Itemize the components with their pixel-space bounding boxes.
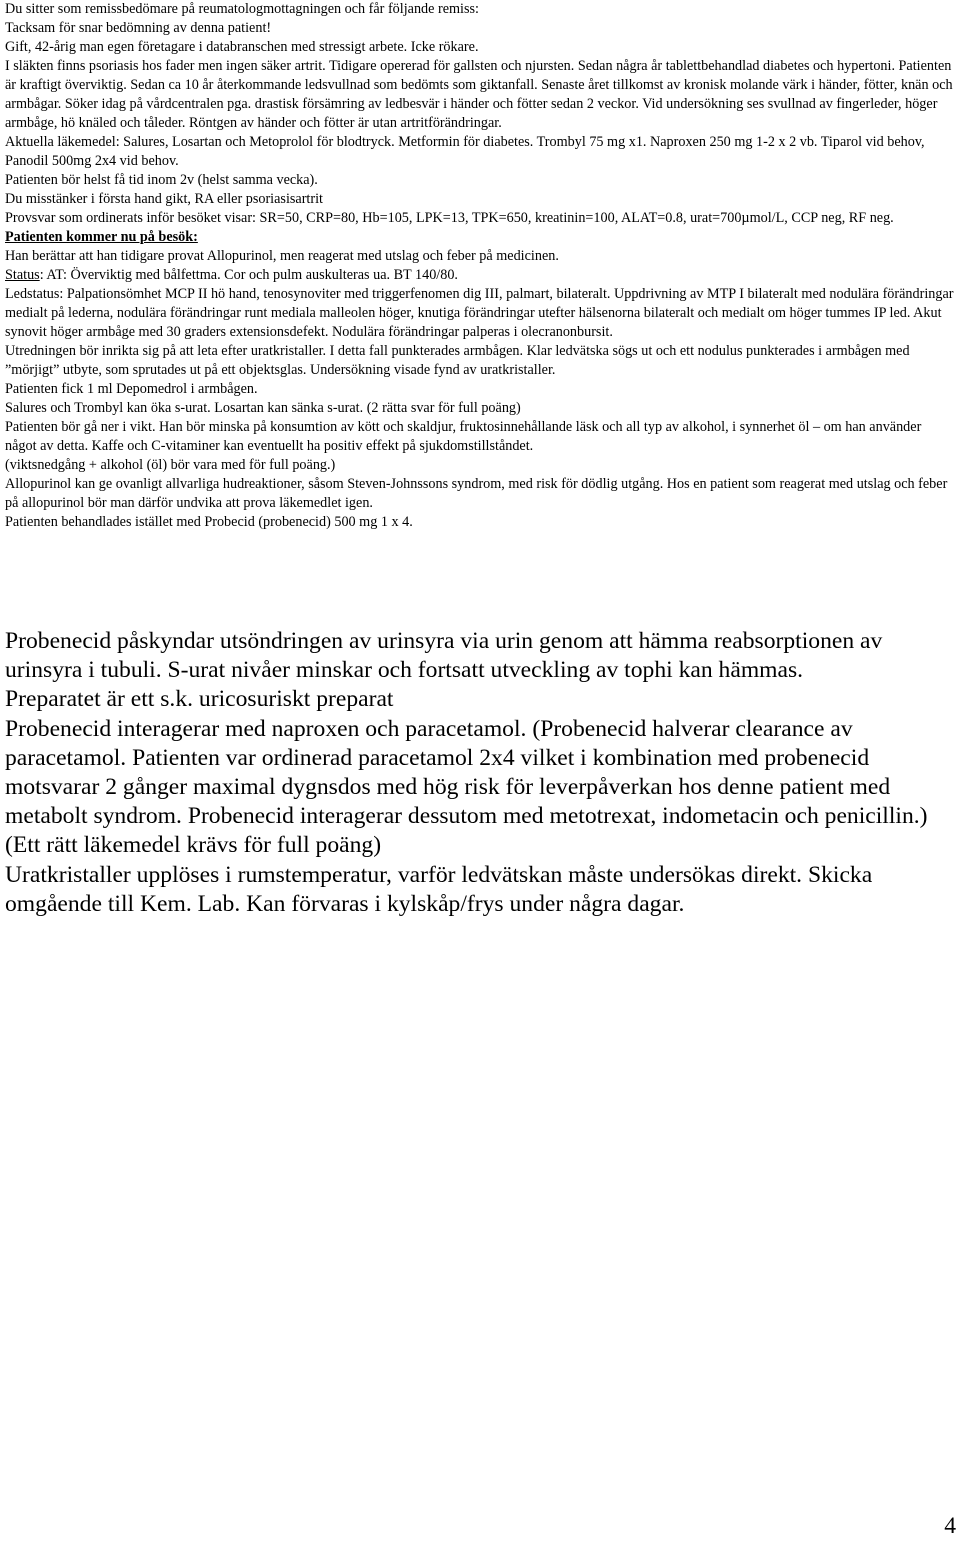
besok-utredning: Utredningen bör inrikta sig på att leta efter uratkristaller. I detta fall punkterades armbågen. Klar ledvätska sögs ut och ett nodulus punkterades i armbågen med ”mörjigt” utbyte, som sprutades ut på ett objektsglas. Undersökning visade fynd av uratkristaller. — [5, 343, 910, 378]
remiss-medical-history: I släkten finns psoriasis hos fader men ingen säker artrit. Tidigare opererad för gallsten och njursten. Sedan några år tablettbehandlad diabetes och hypertoni. Patienten är kraftigt överviktig. Sedan ca 10 år återkommande ledsvullnad som bedömts som giktanfall. Senaste året tillkomst av kronisk molande värk i händer, fötter, knän och armbågar. Söker idag på vårdcentralen pga. drastisk försämring av ledbesvär i händer och fötter sedan 2 veckor. Vid undersökning ses svullnad av fingerleder, höger armbåge, hö knäled och tåleder. Röntgen av händer och fötter är utan artritförändringar. — [5, 58, 953, 131]
remiss-urgency: Patienten bör helst få tid inom 2v (helst samma vecka). — [5, 172, 318, 188]
answer-crystals: Uratkristaller upplöses i rumstemperatur, varför ledvätskan måste undersökas direkt. Skicka omgående till Kem. Lab. Kan förvaras i kylskåp/frys under några dagar. — [5, 861, 873, 917]
answer-mechanism: Probenecid påskyndar utsöndringen av urinsyra via urin genom att hämma reabsorptionen av urinsyra i tubuli. S-urat nivåer minskar och fortsatt utveckling av tophi kan hämmas. — [5, 628, 883, 684]
besok-heading: Patienten kommer nu på besök: — [5, 229, 198, 245]
remiss-request: Tacksam för snar bedömning av denna patient! — [5, 20, 272, 36]
status-text: : AT: Överviktig med bålfettma. Cor och pulm auskulteras ua. BT 140/80. — [39, 267, 458, 283]
besok-poang-note: (viktsnedgång + alkohol (öl) bör vara med för full poäng.) — [5, 457, 336, 473]
besok-livsstil: Patienten bör gå ner i vikt. Han bör minska på konsumtion av kött och skaldjur, fruktosinnehållande läsk och all typ av alkohol, i synnerhet öl – om han använder något av detta. Kaffe och C-vitaminer kan eventuellt ha positiv effekt på sjukdomstillståndet. — [5, 419, 922, 454]
besok-s-urat: Salures och Trombyl kan öka s-urat. Losartan kan sänka s-urat. (2 rätta svar för full poäng) — [5, 400, 521, 416]
besok-behandling: Patienten behandlades istället med Probecid (probenecid) 500 mg 1 x 4. — [5, 514, 413, 530]
page-number: 4 — [944, 1513, 956, 1539]
remiss-section — [5, 0, 955, 532]
document-page — [5, 0, 955, 917]
besok-ledstatus: Ledstatus: Palpationsömhet MCP II hö hand, tenosynoviter med triggerfenomen dig III, palmart, bilateralt. Uppdrivning av MTP I bilateralt med nodulära förändringar medialt på lederna, nodulära förändringar runt mediala malleolen höger, knutiga förändringar utefter hälsenorna bilateralt och medialt om höger tummes IP led. Akut synovit höger armbåge med 30 graders extensionsdefekt. Nodulära förändringar palperas i olecranonbursit. — [5, 286, 954, 340]
besok-allopurinol: Allopurinol kan ge ovanligt allvarliga hudreaktioner, såsom Steven-Johnssons syndrom, med risk för dödlig utgång. Hos en patient som reagerat med utslag och feber på allopurinol bör man därför undvika att prova läkemedlet igen. — [5, 476, 948, 511]
answer-preparat: Preparatet är ett s.k. uricosuriskt preparat — [5, 686, 394, 713]
remiss-social-history: Gift, 42-årig man egen företagare i databranschen med stressigt arbete. Icke rökare. — [5, 39, 479, 55]
answer-interactions: Probenecid interagerar med naproxen och paracetamol. (Probenecid halverar clearance av paracetamol. Patienten var ordinerad paracetamol 2x4 vilket i kombination med probenecid motsvarar 2 gånger maximal dygnsdos med hög risk för leverpåverkan hos denne patient med metabolt syndrom. Probenecid interagerar dessutom med metotrexat, indometacin och penicillin.) (Ett rätt läkemedel krävs för full poäng) — [5, 715, 928, 859]
besok-depomedrol: Patienten fick 1 ml Depomedrol i armbågen. — [5, 381, 258, 397]
status-label: Status — [5, 267, 40, 283]
besok-status — [5, 266, 955, 285]
remiss-lab-results: Provsvar som ordinerats inför besöket visar: SR=50, CRP=80, Hb=105, LPK=13, TPK=650, kreatinin=100, ALAT=0.8, urat=700µmol/L, CCP neg, RF neg. — [5, 210, 894, 226]
besok-history: Han berättar att han tidigare provat Allopurinol, men reagerat med utslag och feber på medicinen. — [5, 248, 559, 264]
remiss-suspicion: Du misstänker i första hand gikt, RA eller psoriasisartrit — [5, 191, 323, 207]
remiss-medications: Aktuella läkemedel: Salures, Losartan och Metoprolol för blodtryck. Metformin för diabetes. Trombyl 75 mg x1. Naproxen 250 mg 1-2 x 2 vb. Tiparol vid behov, Panodil 500mg 2x4 vid behov. — [5, 134, 925, 169]
answer-section — [5, 627, 960, 919]
remiss-intro: Du sitter som remissbedömare på reumatologmottagningen och får följande remiss: — [5, 1, 479, 17]
